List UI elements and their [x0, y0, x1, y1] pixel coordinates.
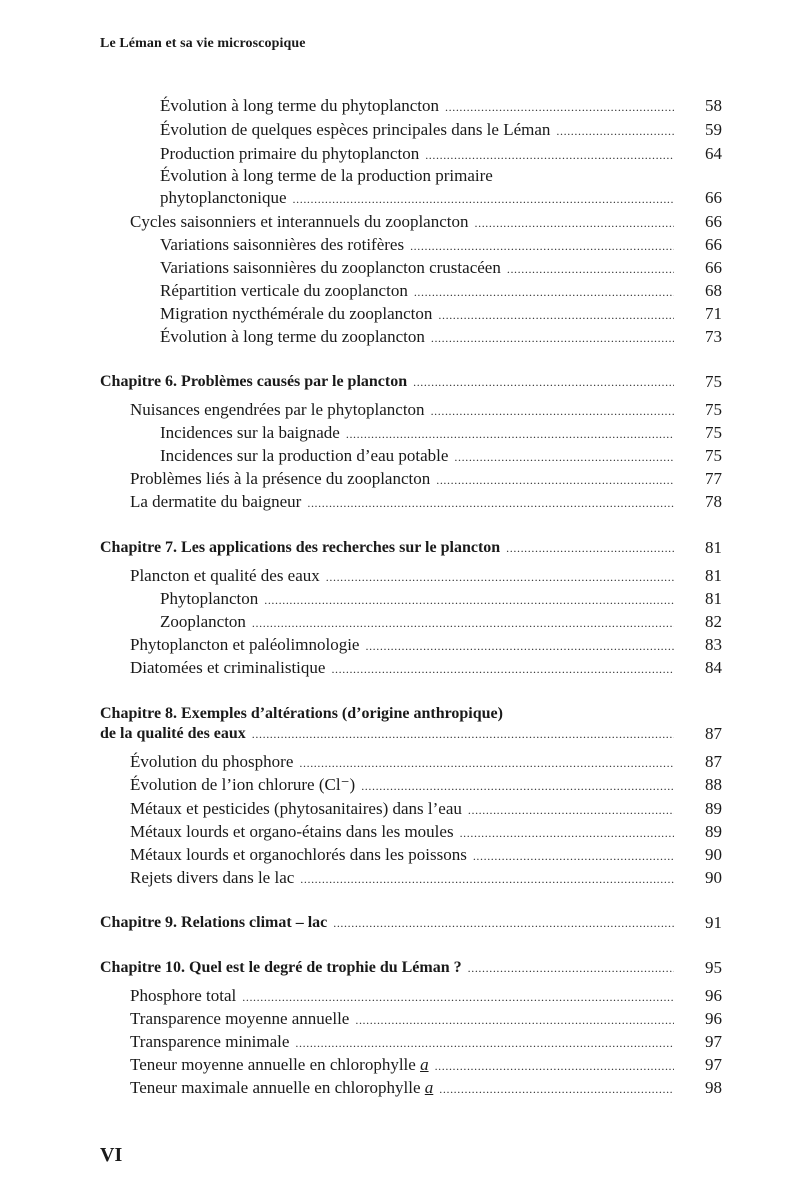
toc-entry	[0, 820, 800, 844]
toc-entry	[0, 233, 800, 257]
leader-dots	[425, 143, 674, 166]
toc-entry-page: 66	[705, 212, 722, 231]
toc-entry	[0, 587, 800, 611]
leader-dots	[473, 844, 674, 867]
toc-chapter-title: Chapitre 10. Quel est le degré de trophie du Léman ?	[100, 956, 468, 980]
toc-entry-page: 66	[705, 235, 722, 254]
toc-entry-title: Rejets divers dans le lac	[130, 866, 300, 890]
toc-entry	[0, 1007, 800, 1031]
chlorophyll-a-italic: a	[420, 1055, 429, 1074]
toc-entry-page: 89	[705, 799, 722, 818]
toc-entry	[0, 94, 800, 118]
toc-entry-page: 75	[705, 400, 722, 419]
toc-entry	[0, 467, 800, 491]
toc-chapter	[0, 956, 800, 980]
toc-entry-page: 96	[705, 986, 722, 1005]
leader-dots	[438, 303, 674, 326]
toc-entry-title: Métaux lourds et organo-étains dans les moules	[130, 820, 460, 844]
running-title: Le Léman et sa vie microscopique	[100, 36, 306, 51]
toc-entry-title: Transparence minimale	[130, 1030, 295, 1054]
toc-entry	[0, 866, 800, 890]
leader-dots	[295, 1031, 674, 1054]
toc-entry	[0, 444, 800, 468]
leader-dots	[436, 468, 674, 491]
toc-entry-page: 81	[705, 589, 722, 608]
leader-dots	[242, 985, 674, 1008]
leader-dots	[506, 536, 674, 560]
toc-chapter-title: de la qualité des eaux	[100, 722, 252, 746]
leader-dots	[454, 445, 674, 468]
toc-entry-page: 84	[705, 658, 722, 677]
leader-dots	[556, 119, 674, 142]
leader-dots	[431, 399, 674, 422]
toc-chapter	[0, 536, 800, 560]
leader-dots	[331, 657, 674, 680]
toc-entry-title: Évolution du phosphore	[130, 750, 299, 774]
toc-entry-title: Production primaire du phytoplancton	[160, 142, 425, 166]
toc-entry	[0, 302, 800, 326]
toc-entry	[0, 1030, 800, 1054]
toc-entry-page: 78	[705, 492, 722, 511]
toc-entry	[0, 279, 800, 303]
toc-entry-page: 68	[705, 281, 722, 300]
toc-entry-title: La dermatite du baigneur	[130, 490, 307, 514]
toc-entry-title: phytoplanctonique	[160, 186, 293, 210]
toc-entry	[0, 142, 800, 166]
toc-entry	[0, 843, 800, 867]
toc-entry	[0, 398, 800, 422]
toc-entry-title: Nuisances engendrées par le phytoplancton	[130, 398, 431, 422]
toc-chapter-title: Chapitre 6. Problèmes causés par le plancton	[100, 370, 413, 394]
leader-dots	[439, 1077, 674, 1100]
chlorophyll-a-italic: a	[424, 1078, 434, 1097]
toc-entry	[0, 325, 800, 349]
toc-entry-title: Incidences sur la baignade	[160, 421, 346, 445]
leader-dots	[468, 798, 674, 821]
toc-entry-title-line1: Évolution à long terme de la production primaire	[160, 166, 493, 185]
toc-entry-title: Évolution de quelques espèces principales dans le Léman	[160, 118, 556, 142]
toc-entry-title: Phytoplancton	[160, 587, 264, 611]
toc-entry-title: Métaux lourds et organochlorés dans les poissons	[130, 843, 473, 867]
toc-entry-title: Problèmes liés à la présence du zooplancton	[130, 467, 436, 491]
toc-entry-page: 75	[705, 446, 722, 465]
toc-entry	[0, 210, 800, 234]
toc-entry-title: Phosphore total	[130, 984, 242, 1008]
toc-entry	[0, 256, 800, 280]
toc-entry-page: 87	[705, 752, 722, 771]
toc-entry-title: Variations saisonnières des rotifères	[160, 233, 410, 257]
toc-entry	[0, 984, 800, 1008]
leader-dots	[326, 565, 674, 588]
leader-dots	[413, 370, 674, 394]
leader-dots	[507, 257, 674, 280]
toc-entry-title: Métaux et pesticides (phytosanitaires) dans l’eau	[130, 797, 468, 821]
toc-entry-page: 89	[705, 822, 722, 841]
toc-entry-title: Migration nycthémérale du zooplancton	[160, 302, 438, 326]
toc-chapter-page: 75	[705, 372, 722, 391]
toc-entry-page: 73	[705, 327, 722, 346]
toc-entry	[0, 564, 800, 588]
leader-dots	[300, 867, 674, 890]
toc-entry	[0, 1076, 800, 1100]
leader-dots	[307, 491, 674, 514]
toc-entry-page: 81	[705, 566, 722, 585]
toc-entry	[0, 797, 800, 821]
toc-chapter-page: 81	[705, 538, 722, 557]
toc-entry-page: 77	[705, 469, 722, 488]
toc-entry-page: 59	[705, 120, 722, 139]
toc-entry-title: Incidences sur la production d’eau potable	[160, 444, 454, 468]
toc-chapter-page: 91	[705, 913, 722, 932]
toc-chapter-title-line1: Chapitre 8. Exemples d’altérations (d’origine anthropique)	[100, 705, 503, 722]
toc-entry	[0, 118, 800, 142]
toc-entry	[0, 1053, 800, 1077]
leader-dots	[435, 1054, 674, 1077]
leader-dots	[410, 234, 674, 257]
leader-dots	[460, 821, 674, 844]
toc-chapter-page: 95	[705, 958, 722, 977]
leader-dots	[468, 956, 674, 980]
leader-dots	[431, 326, 674, 349]
toc-entry-page: 66	[705, 188, 722, 207]
leader-dots	[475, 211, 675, 234]
toc-chapter-page: 87	[705, 724, 722, 743]
toc-entry-title: Variations saisonnières du zooplancton crustacéen	[160, 256, 507, 280]
leader-dots	[365, 634, 674, 657]
toc-entry-title: Cycles saisonniers et interannuels du zooplancton	[130, 210, 475, 234]
toc-entry	[0, 750, 800, 774]
leader-dots	[264, 588, 674, 611]
toc-entry-page: 97	[705, 1055, 722, 1074]
toc-chapter	[0, 722, 800, 746]
toc-entry-page: 66	[705, 258, 722, 277]
toc-entry	[0, 490, 800, 514]
toc-entry-title: Évolution à long terme du zooplancton	[160, 325, 431, 349]
toc-entry	[0, 610, 800, 634]
toc-entry	[0, 633, 800, 657]
toc-entry-title: Teneur moyenne annuelle en chlorophylle a	[130, 1053, 435, 1077]
toc-entry-title: Évolution à long terme du phytoplancton	[160, 94, 445, 118]
toc-entry	[0, 656, 800, 680]
toc-entry-page: 88	[705, 775, 722, 794]
toc-entry-title: Teneur maximale annuelle en chlorophylle a	[130, 1076, 439, 1100]
toc-entry-page: 90	[705, 868, 722, 887]
leader-dots	[445, 95, 674, 118]
leader-dots	[333, 911, 674, 935]
toc-entry-page: 97	[705, 1032, 722, 1051]
toc-entry-page: 64	[705, 144, 722, 163]
toc-entry	[0, 186, 800, 210]
toc-chapter	[0, 370, 800, 394]
toc-chapter-title: Chapitre 9. Relations climat – lac	[100, 911, 333, 935]
page-number: VI	[100, 1144, 123, 1166]
toc-entry-title: Transparence moyenne annuelle	[130, 1007, 355, 1031]
leader-dots	[346, 422, 674, 445]
toc-entry-page: 71	[705, 304, 722, 323]
toc-entry-title: Phytoplancton et paléolimnologie	[130, 633, 365, 657]
toc-entry-page: 75	[705, 423, 722, 442]
toc-entry	[0, 773, 800, 797]
toc-entry-title: Diatomées et criminalistique	[130, 656, 331, 680]
toc-entry-page: 98	[705, 1078, 722, 1097]
toc-entry-page: 90	[705, 845, 722, 864]
toc-entry-title: Plancton et qualité des eaux	[130, 564, 326, 588]
leader-dots	[414, 280, 674, 303]
toc-entry	[0, 421, 800, 445]
toc-chapter	[0, 911, 800, 935]
toc-entry-title: Évolution de l’ion chlorure (Cl⁻)	[130, 773, 361, 797]
leader-dots	[355, 1008, 674, 1031]
leader-dots	[252, 722, 674, 746]
toc-chapter-title: Chapitre 7. Les applications des recherches sur le plancton	[100, 536, 506, 560]
leader-dots	[299, 751, 674, 774]
toc-entry-page: 96	[705, 1009, 722, 1028]
toc-entry-page: 83	[705, 635, 722, 654]
toc-entry-page: 58	[705, 96, 722, 115]
toc-entry-title: Répartition verticale du zooplancton	[160, 279, 414, 303]
leader-dots	[293, 187, 674, 210]
toc-entry-page: 82	[705, 612, 722, 631]
leader-dots	[361, 774, 674, 797]
leader-dots	[252, 611, 674, 634]
toc-entry-title: Zooplancton	[160, 610, 252, 634]
